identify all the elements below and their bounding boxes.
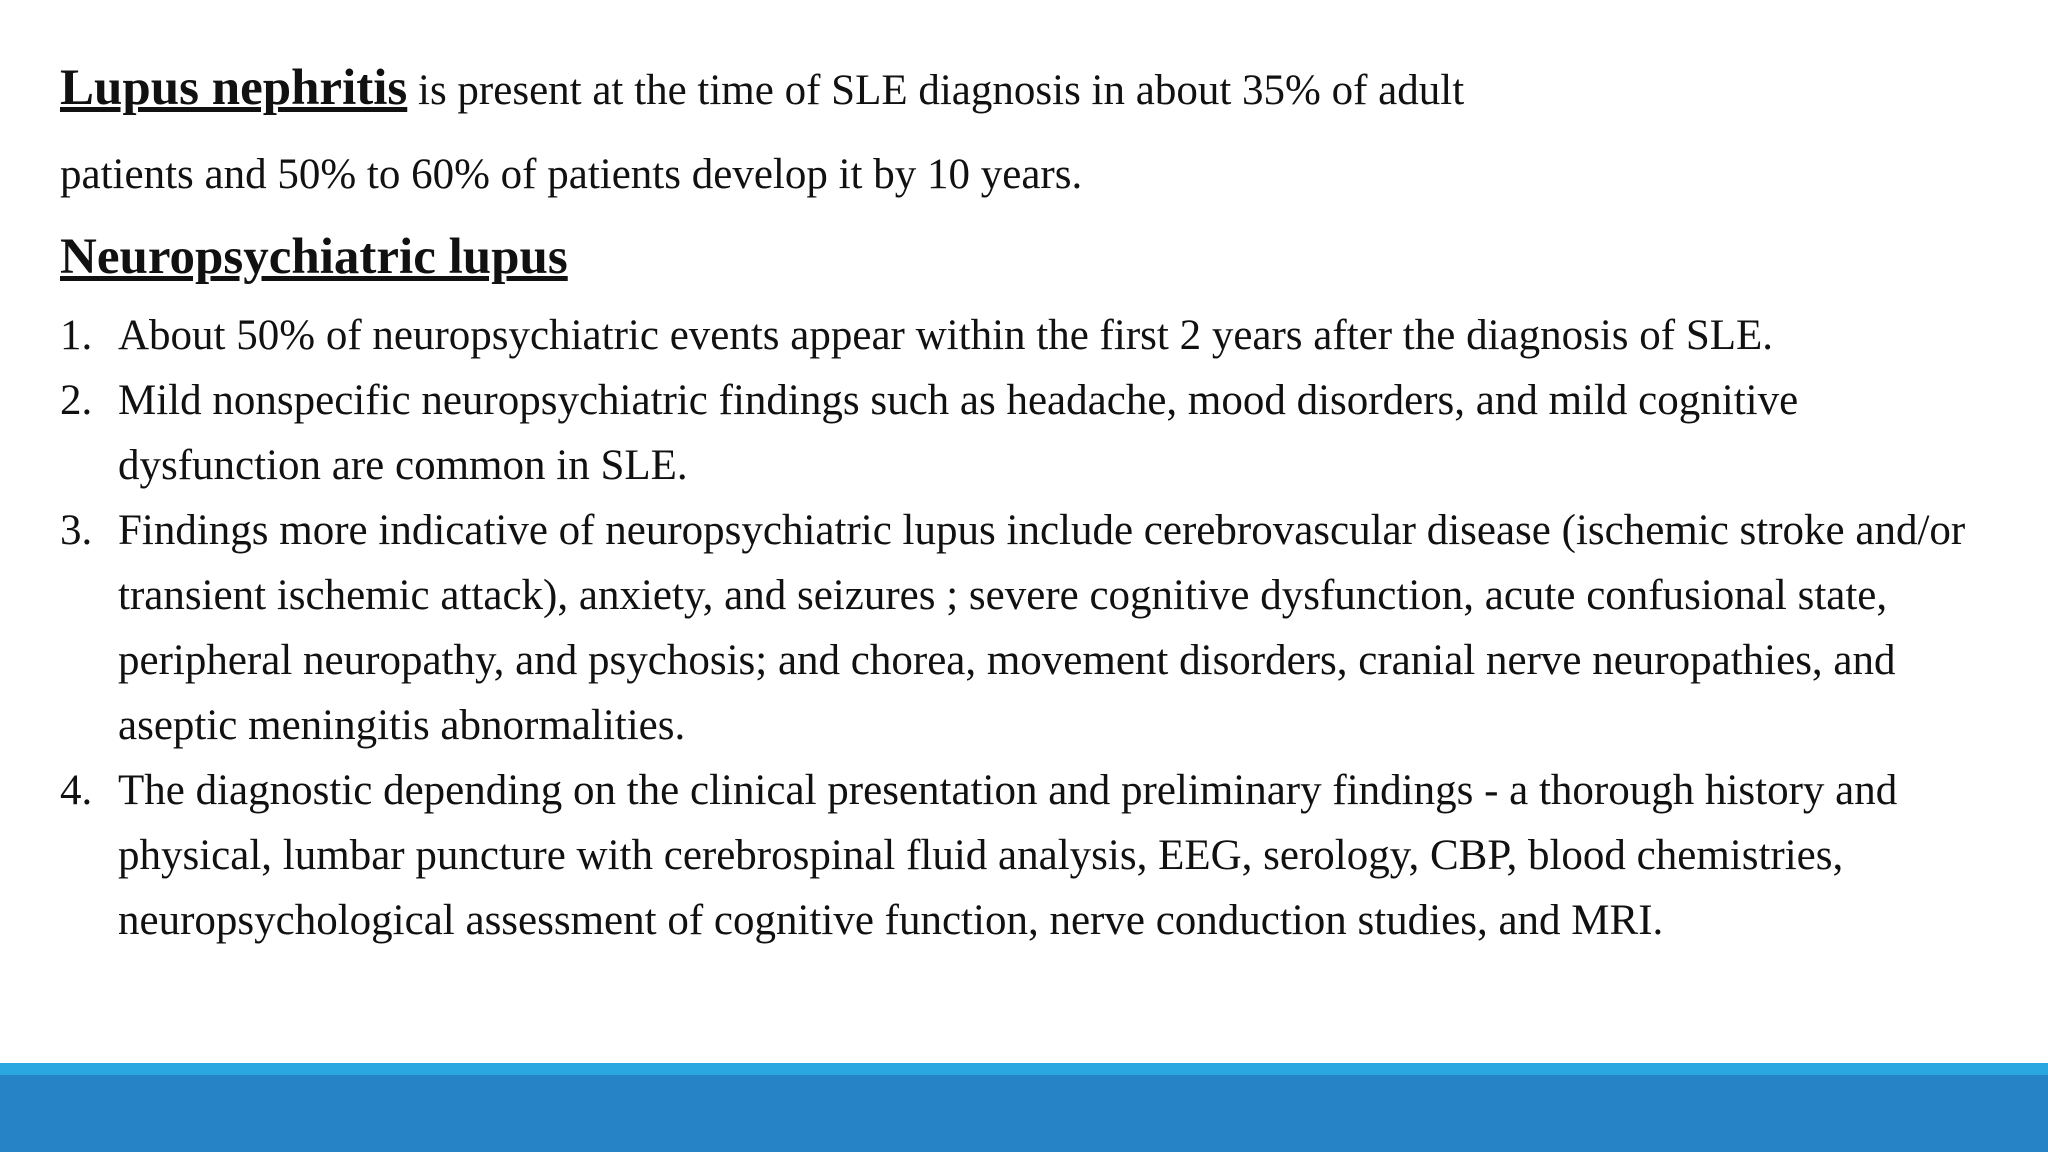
slide-content xyxy=(60,46,2000,953)
footer-band xyxy=(0,1075,2048,1152)
list-item-number: 1. xyxy=(60,312,93,359)
lupus-nephritis-heading: Lupus nephritis xyxy=(60,60,408,116)
footer-bar xyxy=(0,1063,2048,1152)
neuropsychiatric-lupus-heading: Neuropsychiatric lupus xyxy=(60,229,568,285)
list-item-number: 3. xyxy=(60,507,93,554)
findings-list xyxy=(60,303,2000,953)
intro-line-1: is present at the time of SLE diagnosis in about 35% of adult xyxy=(407,67,1465,114)
list-item-text: The diagnostic depending on the clinical presentation and preliminary findings - a thorough history and physical, lumbar puncture with cerebrospinal fluid analysis, EEG, serology, CBP, blood chemistries, neuropsychological assessment of cognitive function, nerve conduction studies, and MRI. xyxy=(118,767,1898,944)
intro-paragraph xyxy=(60,46,2000,217)
list-item xyxy=(60,758,2000,953)
list-item-text: Findings more indicative of neuropsychiatric lupus include cerebrovascular disease (ischemic stroke and/or transient ischemic attack), anxiety, and seizures ; severe cognitive dysfunction, acute confusional state, peripheral neuropathy, and psychosis; and chorea, movement disorders, cranial nerve neuropathies, and aseptic meningitis abnormalities. xyxy=(118,507,1966,749)
footer-stripe xyxy=(0,1063,2048,1075)
list-item-text: About 50% of neuropsychiatric events appear within the first 2 years after the diagnosis of SLE. xyxy=(118,312,1774,359)
intro-line-2: patients and 50% to 60% of patients develop it by 10 years. xyxy=(60,151,1083,198)
list-item-number: 2. xyxy=(60,377,93,424)
list-item xyxy=(60,303,2000,368)
list-item xyxy=(60,498,2000,758)
list-item xyxy=(60,368,2000,498)
list-item-number: 4. xyxy=(60,767,93,814)
list-item-text: Mild nonspecific neuropsychiatric findings such as headache, mood disorders, and mild cognitive dysfunction are common in SLE. xyxy=(118,377,1799,489)
